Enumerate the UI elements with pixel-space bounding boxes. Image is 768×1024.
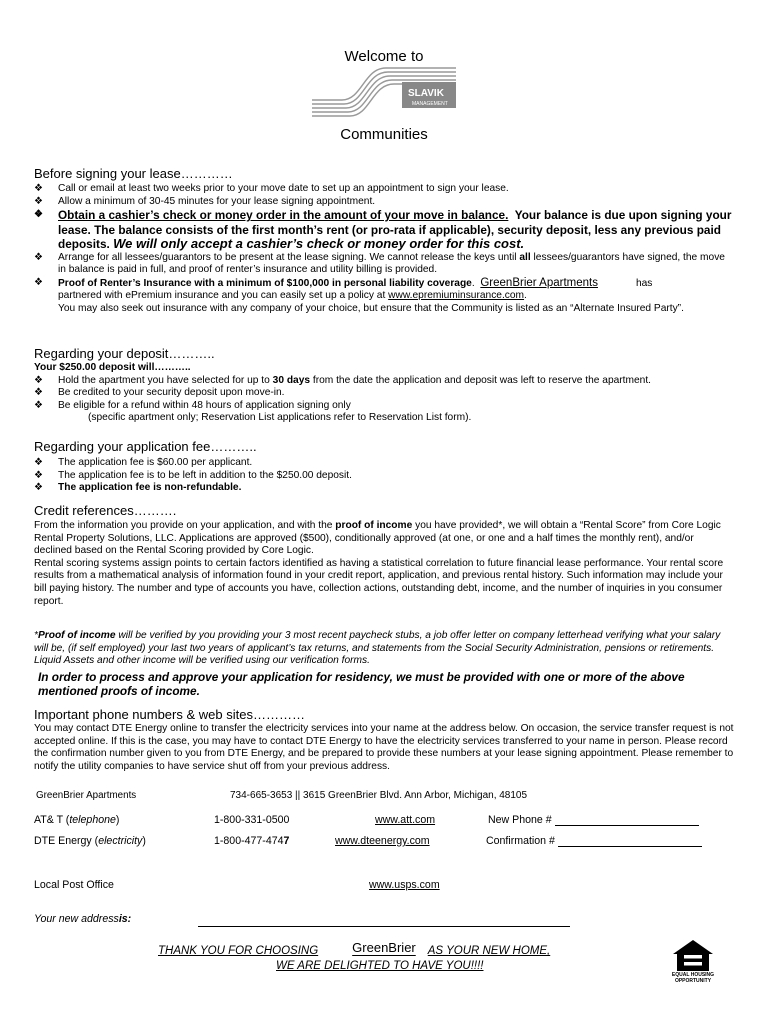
income-note: *Proof of income will be verified by you providing your 3 most recent paycheck stubs, a job offer letter on company letterhead verifying what your salary will be, (if self employed) your last two years of applicant’s tax returns, and statements from the Social Security Administration, pensions or retirements. Liquid Assets and other income will be verified using our verification forms.: [34, 630, 721, 667]
new-phone-field: New Phone #: [488, 814, 699, 826]
list-item: ❖ The application fee is $60.00 per applicant.: [34, 457, 734, 470]
list-item: ❖ The application fee is non-refundable.: [34, 482, 734, 495]
dte-phone: 1-800-477-4747: [214, 835, 290, 847]
new-address-label: Your new addressis:: [34, 913, 132, 925]
lease-heading: Before signing your lease…………: [34, 166, 233, 181]
slavik-logo: [308, 66, 458, 120]
list-item: ❖ The application fee is to be left in addition to the $250.00 deposit.: [34, 470, 734, 483]
list-item: ❖ Be eligible for a refund within 48 hours of application signing only (specific apartment only; Reservation List applications refer to Reservation List form).: [34, 400, 734, 425]
list-item: ❖ Be credited to your security deposit upon move-in.: [34, 387, 734, 400]
att-name: AT& T (telephone): [34, 814, 120, 826]
credit-paragraph-2: Rental scoring systems assign points to certain factors identified as having a statistical correlation to future financial lease performance. Your rental score results from a mathematical analysis of information found in your credit report, application, and previous rental history. Such information may include your bill paying history. The number and type of accounts you have, collection actions, outstanding debt, income, and the number of inquiries in you consumer report.: [34, 557, 724, 607]
credit-heading: Credit references……….: [34, 503, 177, 518]
delighted-line: WE ARE DELIGHTED TO HAVE YOU!!!!: [276, 960, 484, 972]
deposit-section: [34, 362, 734, 425]
fee-heading: Regarding your application fee………..: [34, 439, 257, 454]
list-item: ❖ Call or email at least two weeks prior to your move date to set up an appointment to sign your lease.: [34, 183, 734, 196]
equal-housing-logo: [668, 938, 718, 984]
thanks-line: THANK YOU FOR CHOOSING GreenBrier AS YOUR NEW HOME,: [158, 940, 551, 957]
deposit-subhead: Your $250.00 deposit will………..: [34, 362, 191, 373]
att-link[interactable]: www.att.com: [375, 814, 436, 826]
credit-paragraph-1: From the information you provide on your application, and with the proof of income you have provided*, we will obtain a “Rental Score” from Core Logic Rental Property Solutions, LLC. Applications are approved ($500), conditionally approved (at one, or one and a half times the monthly rent), and/or declined based on the Rental Scoring provided by Core Logic.: [34, 520, 721, 557]
new-phone-line[interactable]: [555, 825, 699, 826]
att-phone: 1-800-331-0500: [214, 814, 290, 826]
list-item: ❖ Arrange for all lessees/guarantors to be present at the lease signing. We cannot release the keys until all lessees/guarantors have signed, the move in balance is paid in full, and proof of renter’s insurance and utility billing is provided.: [34, 252, 734, 277]
eho-line-1: EQUAL HOUSING: [671, 972, 715, 978]
income-emphasis: In order to process and approve your application for residency, we must be provided with one or more of the above mentioned proofs of income.: [38, 670, 685, 698]
logo-brand: SLAVIK: [408, 88, 444, 99]
phone-heading: Important phone numbers & web sites…………: [34, 707, 305, 722]
phone-paragraph: You may contact DTE Energy online to transfer the electricity services into your name at the address below. On occasion, the service transfer request is not accepted online. If this is the case, you may have to contact DTE Energy to have the electricity services transferred to your name in person. Please record the confirmation number given to you from DTE Energy, and be prepared to provide these numbers at your lease signing appointment. Please remember to notify the utility companies to have service shut off from your previous address.: [34, 723, 734, 772]
office-name: GreenBrier Apartments: [36, 790, 137, 801]
confirmation-line[interactable]: [558, 846, 702, 847]
new-address-line[interactable]: [198, 926, 570, 927]
welcome-heading: Welcome to: [344, 48, 424, 65]
communities-heading: Communities: [340, 126, 428, 143]
logo-sub: MANAGEMENT: [412, 101, 448, 107]
epremium-link[interactable]: www.epremiuminsurance.com: [388, 290, 525, 302]
office-info: 734-665-3653 || 3615 GreenBrier Blvd. Ann Arbor, Michigan, 48105: [230, 790, 528, 801]
list-item: ❖ Proof of Renter’s Insurance with a minimum of $100,000 in personal liability coverage. GreenBrier Apartments has partnered with ePremium insurance and you can easily set up a policy at www.epremiuminsurance.com. You may also seek out insurance with any company of your choice, but ensure that the Community is listed as an “Alternate Insured Party”.: [34, 277, 734, 316]
fee-section: [34, 457, 734, 495]
dte-name: DTE Energy (electricity): [34, 835, 146, 847]
confirmation-field: Confirmation #: [486, 835, 702, 847]
deposit-heading: Regarding your deposit………..: [34, 346, 215, 361]
dte-link[interactable]: www.dteenergy.com: [335, 835, 430, 847]
equal-housing-icon: [670, 938, 716, 972]
post-office-name: Local Post Office: [34, 879, 114, 891]
list-item: ❖ Obtain a cashier’s check or money order in the amount of your move in balance. Your balance is due upon signing your lease. The balance consists of the first month’s rent (or pro-rata if applicable), security deposit, less any previous paid deposits. We will only accept a cashier’s check or money order for this cost.: [34, 208, 734, 252]
lease-section: [34, 183, 734, 316]
list-item: ❖ Hold the apartment you have selected for up to 30 days from the date the application and deposit was left to reserve the apartment.: [34, 375, 734, 388]
credit-section: [34, 520, 734, 608]
list-item: ❖ Allow a minimum of 30-45 minutes for your lease signing appointment.: [34, 196, 734, 209]
usps-link[interactable]: www.usps.com: [369, 879, 440, 891]
eho-line-2: OPPORTUNITY: [674, 978, 712, 984]
